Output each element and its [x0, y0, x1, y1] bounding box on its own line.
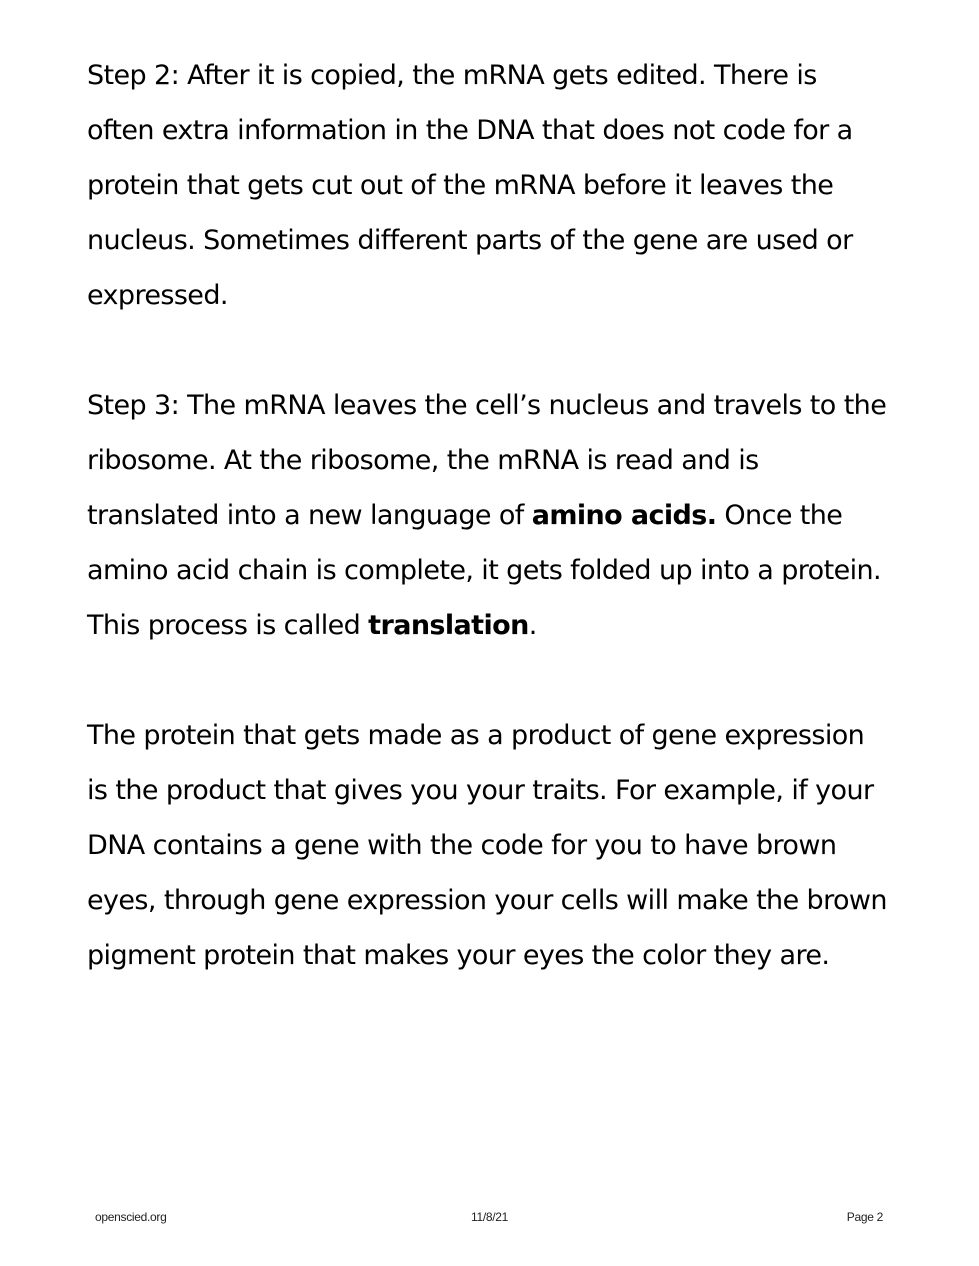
footer-site: openscied.org — [95, 1210, 167, 1224]
step-3-text-a: Step 3: The mRNA leaves the cell’s nucleus and travels to the ribosome. At the ribosome, the mRNA is read and is translated into a new language of — [87, 390, 887, 531]
footer-page-number: Page 2 — [846, 1210, 883, 1224]
step-2-paragraph: Step 2: After it is copied, the mRNA gets edited. There is often extra information in the DNA that does not code for a protein that gets cut out of the mRNA before it leaves the nucleus. Sometimes different parts of the gene are used or expressed. — [87, 60, 853, 311]
page-content — [87, 48, 887, 1038]
term-amino-acids: amino acids. — [531, 500, 717, 531]
term-translation: translation — [368, 610, 529, 641]
step-3-text-b: Once the amino acid chain is complete, it gets folded up into a protein. This process is called — [87, 500, 881, 641]
step-3-text-c: . — [528, 610, 537, 641]
conclusion-paragraph: The protein that gets made as a product of gene expression is the product that gives you your traits. For example, if your DNA contains a gene with the code for you to have brown eyes, through gene expression your cells will make the brown pigment protein that makes your eyes the color they are. — [87, 720, 887, 971]
footer-date: 11/8/21 — [471, 1210, 509, 1224]
step-3-paragraph — [87, 378, 887, 653]
page-footer — [0, 1208, 979, 1228]
